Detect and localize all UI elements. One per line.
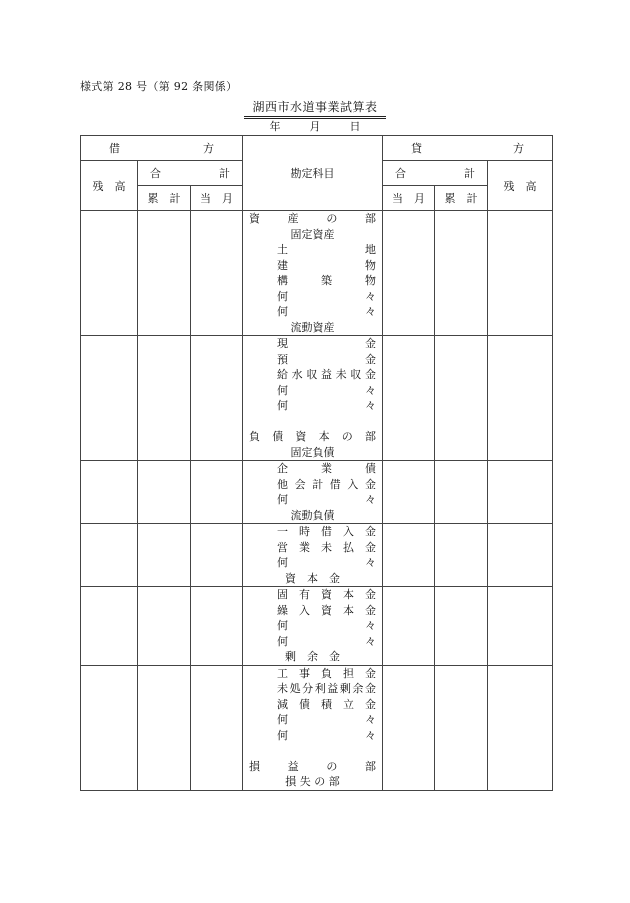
items-cell: [243, 336, 383, 461]
balance-left-cell: [81, 461, 138, 524]
debit-header: 借 方: [81, 136, 243, 161]
items-cell: [243, 665, 383, 790]
account-line: 給 水 収 益 未 収 金: [277, 368, 376, 381]
account-line: 何 々: [277, 728, 377, 742]
account-line: 繰 入 資 本 金: [277, 603, 377, 617]
cumulative-right-cell: [435, 524, 488, 587]
current-right-cell: [383, 211, 435, 336]
section-row: [81, 587, 553, 666]
cumulative-right-cell: [435, 211, 488, 336]
cumulative-left-header: 累 計: [138, 186, 191, 211]
balance-right-cell: [488, 211, 553, 336]
account-line: 流動負債: [290, 508, 335, 522]
account-line: 何 々: [277, 289, 377, 303]
balance-right-cell: [488, 336, 553, 461]
total-left-header: 合 計: [138, 161, 243, 186]
balance-right-header: 残 高: [488, 161, 553, 211]
account-line: 資 産 の 部: [249, 212, 376, 225]
cumulative-left-cell: [138, 587, 191, 666]
account-line: 固定負債: [290, 445, 335, 459]
account-line: 何 々: [277, 556, 377, 569]
section-row: [81, 461, 553, 524]
account-line: 現 金: [277, 337, 377, 350]
account-line: 建 物: [277, 258, 377, 272]
account-line: 何 々: [277, 383, 377, 397]
balance-right-cell: [488, 461, 553, 524]
credit-header: 貸 方: [383, 136, 553, 161]
account-title-header: 勘定科目: [243, 136, 383, 211]
account-line: 何 々: [277, 713, 377, 726]
account-line: 他 会 計 借 入 金: [277, 477, 376, 491]
current-left-header: 当 月: [191, 186, 243, 211]
document-title: [0, 98, 630, 119]
account-line: 負 債 資 本 の 部: [249, 430, 376, 443]
cumulative-right-cell: [435, 665, 488, 790]
items-cell: [243, 211, 383, 336]
cumulative-right-header: 累 計: [435, 186, 488, 211]
title-text: 湖西市水道事業試算表: [244, 98, 385, 119]
trial-balance-table: [80, 135, 553, 791]
account-line: 営 業 未 払 金: [277, 540, 377, 554]
current-right-cell: [383, 461, 435, 524]
current-left-cell: [191, 665, 243, 790]
section-row: [81, 336, 553, 461]
cumulative-left-cell: [138, 211, 191, 336]
cumulative-left-cell: [138, 665, 191, 790]
section-row: [81, 524, 553, 587]
account-line: [243, 414, 382, 430]
account-line: 工 事 負 担 金: [277, 666, 377, 680]
current-left-cell: [191, 461, 243, 524]
account-line: 流動資産: [290, 320, 335, 334]
account-line: 未 処 分 利 益 剰 余 金: [277, 682, 376, 695]
balance-left-header: 残 高: [81, 161, 138, 211]
current-right-header: 当 月: [383, 186, 435, 211]
date-line: [0, 118, 630, 134]
balance-left-cell: [81, 211, 138, 336]
account-line: 何 々: [277, 493, 377, 506]
balance-right-cell: [488, 665, 553, 790]
balance-left-cell: [81, 336, 138, 461]
account-line: 構 築 物: [277, 274, 377, 287]
current-right-cell: [383, 524, 435, 587]
account-line: 固定資産: [290, 227, 335, 241]
total-right-header: 合 計: [383, 161, 488, 186]
account-line: 何 々: [277, 399, 377, 412]
balance-left-cell: [81, 587, 138, 666]
account-line: 損 益 の 部: [249, 759, 376, 773]
form-number: 様式第 28 号（第 92 条関係）: [80, 80, 238, 93]
balance-right-cell: [488, 524, 553, 587]
current-left-cell: [191, 336, 243, 461]
date-month: 月: [309, 120, 321, 133]
account-line: 何 々: [277, 305, 377, 318]
account-line: 剰 余 金: [285, 650, 341, 663]
account-line: 損 失 の 部: [285, 775, 340, 788]
account-line: 資 本 金: [285, 571, 341, 585]
cumulative-left-cell: [138, 461, 191, 524]
cumulative-right-cell: [435, 587, 488, 666]
date-year: 年: [269, 120, 281, 133]
items-cell: [243, 524, 383, 587]
cumulative-left-cell: [138, 336, 191, 461]
section-row: [81, 665, 553, 790]
account-line: 一 時 借 入 金: [277, 525, 377, 538]
current-right-cell: [383, 336, 435, 461]
balance-right-cell: [488, 587, 553, 666]
current-right-cell: [383, 587, 435, 666]
items-cell: [243, 461, 383, 524]
account-line: 何 々: [277, 619, 377, 632]
date-day: 日: [349, 120, 361, 133]
account-line: 何 々: [277, 634, 377, 648]
current-left-cell: [191, 524, 243, 587]
current-left-cell: [191, 211, 243, 336]
account-line: 預 金: [277, 352, 377, 366]
cumulative-right-cell: [435, 461, 488, 524]
balance-left-cell: [81, 665, 138, 790]
items-cell: [243, 587, 383, 666]
cumulative-right-cell: [435, 336, 488, 461]
account-line: 固 有 資 本 金: [277, 588, 377, 601]
account-line: 土 地: [277, 243, 377, 256]
balance-left-cell: [81, 524, 138, 587]
account-line: 企 業 債: [277, 462, 377, 475]
account-line: [243, 743, 382, 759]
cumulative-left-cell: [138, 524, 191, 587]
current-left-cell: [191, 587, 243, 666]
account-line: 減 債 積 立 金: [277, 697, 377, 711]
current-right-cell: [383, 665, 435, 790]
section-row: [81, 211, 553, 336]
